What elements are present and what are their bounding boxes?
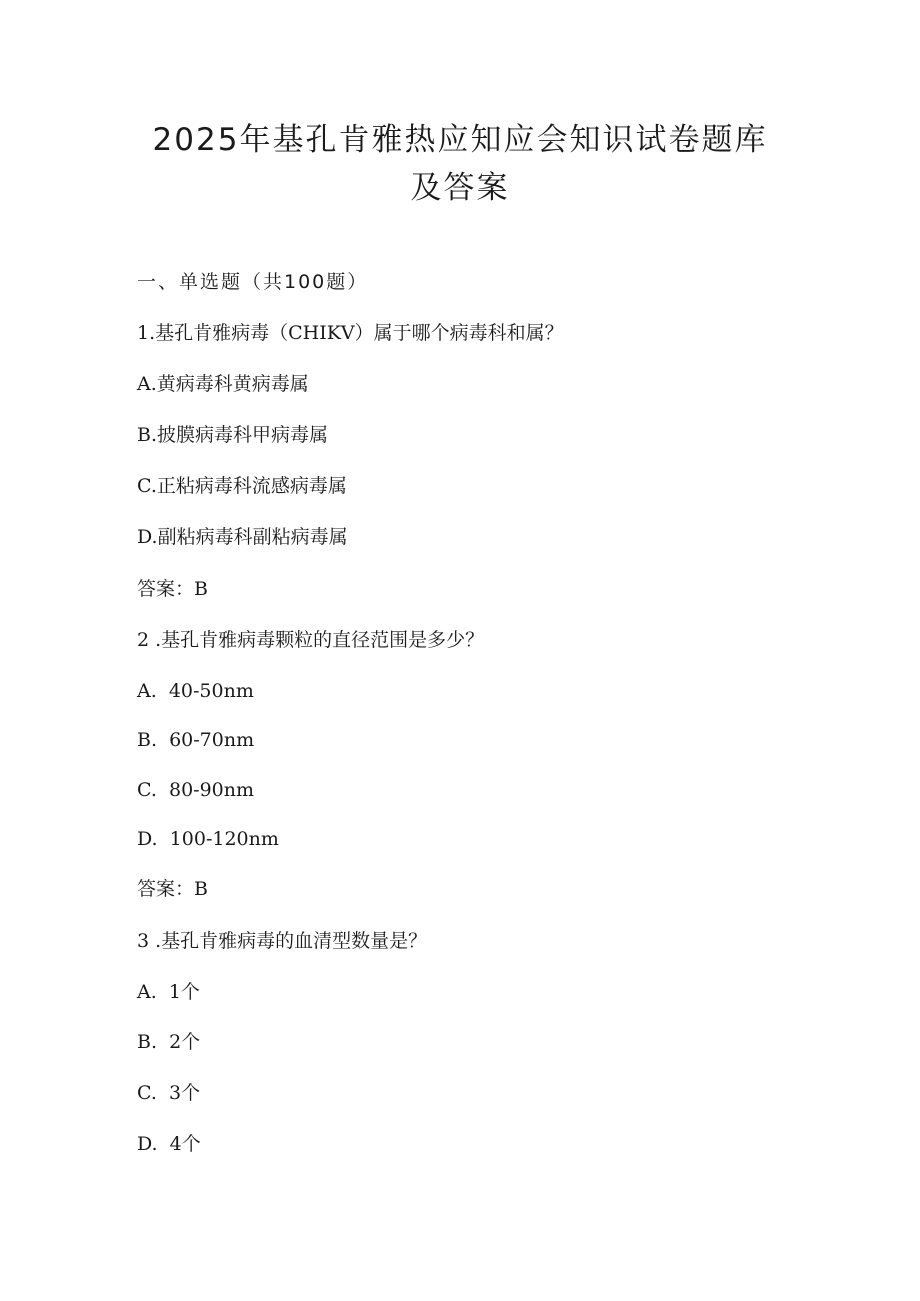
document-title-line-2: 及答案 [410, 170, 510, 206]
question-2-option-d: D. 100-120nm [137, 828, 279, 850]
question-1-option-c: C.正粘病毒科流感病毒属 [137, 475, 347, 497]
question-1-stem: 1.基孔肯雅病毒（CHIKV）属于哪个病毒科和属？ [137, 322, 564, 344]
question-1-answer: 答案：B [137, 578, 208, 600]
question-3-option-a: A. 1个 [137, 981, 200, 1003]
question-2-answer: 答案：B [137, 878, 208, 900]
section-heading: 一、单选题（共100题） [137, 271, 369, 293]
question-3-option-b: B. 2个 [137, 1031, 201, 1053]
question-1-option-d: D.副粘病毒科副粘病毒属 [137, 526, 348, 548]
question-2-option-a: A. 40-50nm [137, 680, 254, 702]
question-1-option-a: A.黄病毒科黄病毒属 [137, 373, 309, 395]
question-3-option-d: D. 4个 [137, 1133, 201, 1155]
question-2-option-b: B. 60-70nm [137, 729, 255, 751]
question-3-stem: 3 .基孔肯雅病毒的血清型数量是？ [137, 930, 428, 952]
document-title-line-1: 2025年基孔肯雅热应知应会知识试卷题库 [152, 122, 768, 158]
question-1-option-b: B.披膜病毒科甲病毒属 [137, 424, 329, 446]
question-2-stem: 2 .基孔肯雅病毒颗粒的直径范围是多少？ [137, 629, 485, 651]
question-3-option-c: C. 3个 [137, 1082, 201, 1104]
question-2-option-c: C. 80-90nm [137, 779, 255, 801]
